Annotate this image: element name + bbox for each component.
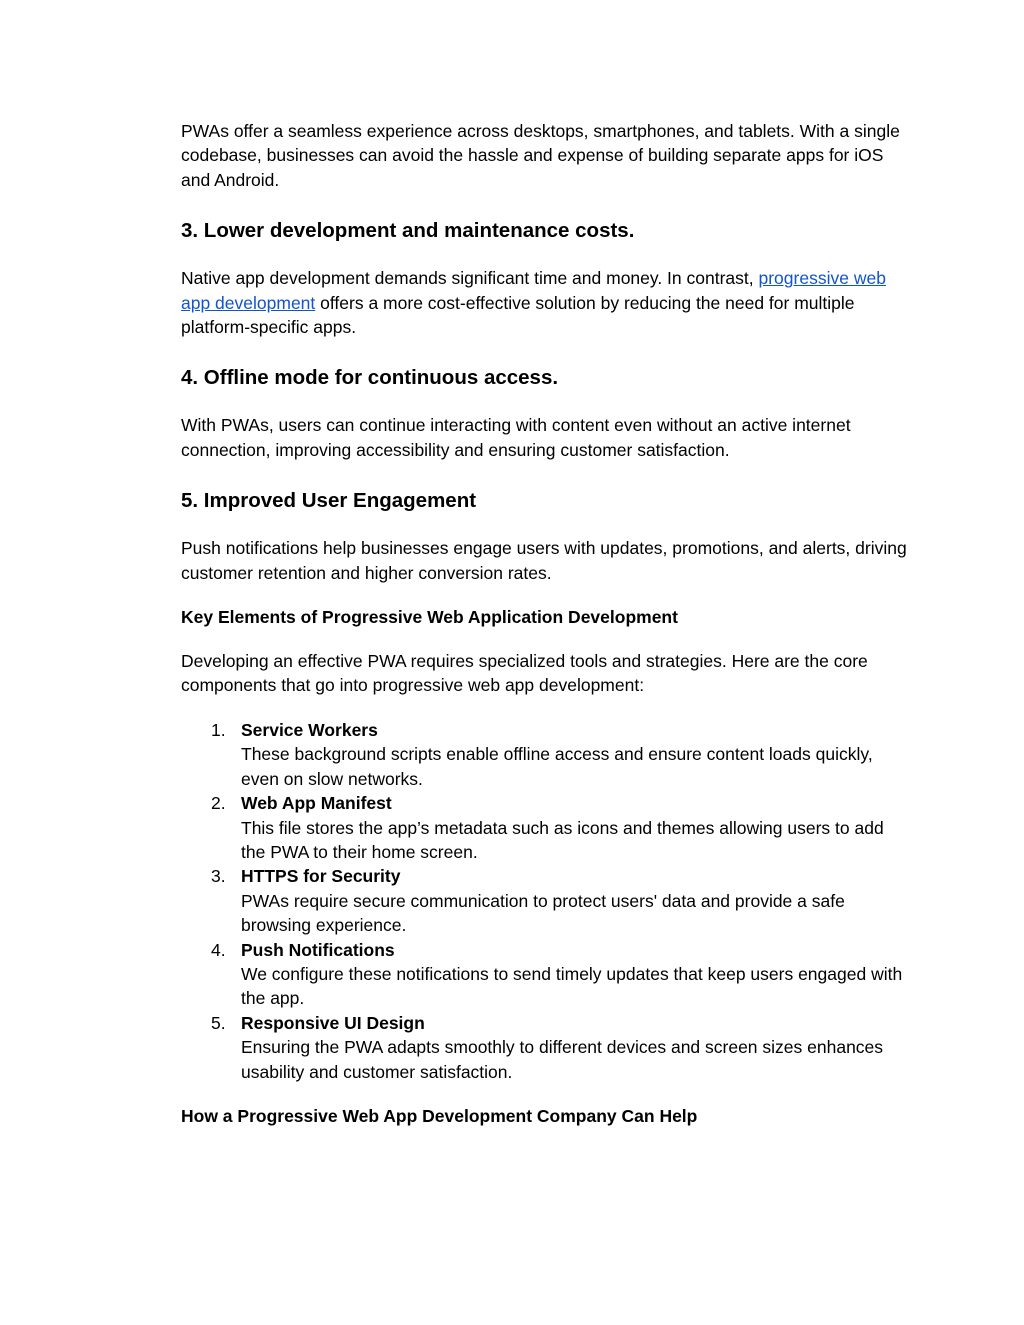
list-item-title: Service Workers — [241, 719, 378, 740]
list-item-description: PWAs require secure communication to protect users' data and provide a safe browsing experience. — [241, 890, 845, 936]
list-item-number: 4. — [211, 939, 226, 960]
list-item-description: These background scripts enable offline access and ensure content loads quickly, even on slow networks. — [241, 744, 873, 789]
list-item-title: HTTPS for Security — [241, 866, 401, 887]
key-elements-intro: Developing an effective PWA requires specialized tools and strategies. Here are the core components that go into progressive web app development: — [181, 651, 868, 696]
section-5-heading: 5. Improved User Engagement — [181, 489, 477, 513]
list-item-description: We configure these notifications to send timely updates that keep users engaged with the app. — [241, 963, 903, 1009]
key-elements-list — [181, 718, 911, 1084]
list-item-number: 5. — [211, 1012, 226, 1033]
section-3-heading: 3. Lower development and maintenance costs. — [181, 219, 635, 243]
company-help-heading: How a Progressive Web App Development Company Can Help — [181, 1105, 698, 1126]
list-item-title: Responsive UI Design — [241, 1012, 425, 1033]
list-item-number: 1. — [211, 719, 226, 740]
intro-paragraph: PWAs offer a seamless experience across desktops, smartphones, and tablets. With a single codebase, businesses can avoid the hassle and expense of building separate apps for iOS and Android. — [181, 121, 900, 190]
list-item-title: Web App Manifest — [241, 793, 392, 814]
section-5-paragraph: Push notifications help businesses engage users with updates, promotions, and alerts, driving customer retention and higher conversion rates. — [181, 538, 907, 583]
list-item-number: 3. — [211, 866, 226, 887]
list-item-title: Push Notifications — [241, 939, 395, 960]
list-item — [181, 938, 911, 1011]
list-item-description: This file stores the app’s metadata such as icons and themes allowing users to add the PWA to their home screen. — [241, 817, 884, 862]
key-elements-heading: Key Elements of Progressive Web Application Development — [181, 607, 678, 628]
list-item-number: 2. — [211, 793, 226, 814]
section-4-paragraph: With PWAs, users can continue interacting with content even without an active internet connection, improving accessibility and ensuring customer satisfaction. — [181, 415, 851, 460]
pwa-development-link[interactable]: progressive web app development — [181, 268, 886, 313]
section-3-paragraph — [181, 266, 911, 339]
section-4-heading: 4. Offline mode for continuous access. — [181, 366, 559, 390]
section-3-text-after: offers a more cost-effective solution by reducing the need for multiple platform-specific apps. — [181, 292, 855, 338]
list-item — [181, 791, 911, 864]
document-page — [181, 119, 911, 1128]
list-item — [181, 864, 911, 937]
list-item — [181, 1011, 911, 1084]
section-3-text-before: Native app development demands significant time and money. In contrast, — [181, 268, 759, 289]
list-item — [181, 718, 911, 791]
list-item-description: Ensuring the PWA adapts smoothly to different devices and screen sizes enhances usability and customer satisfaction. — [241, 1037, 884, 1082]
